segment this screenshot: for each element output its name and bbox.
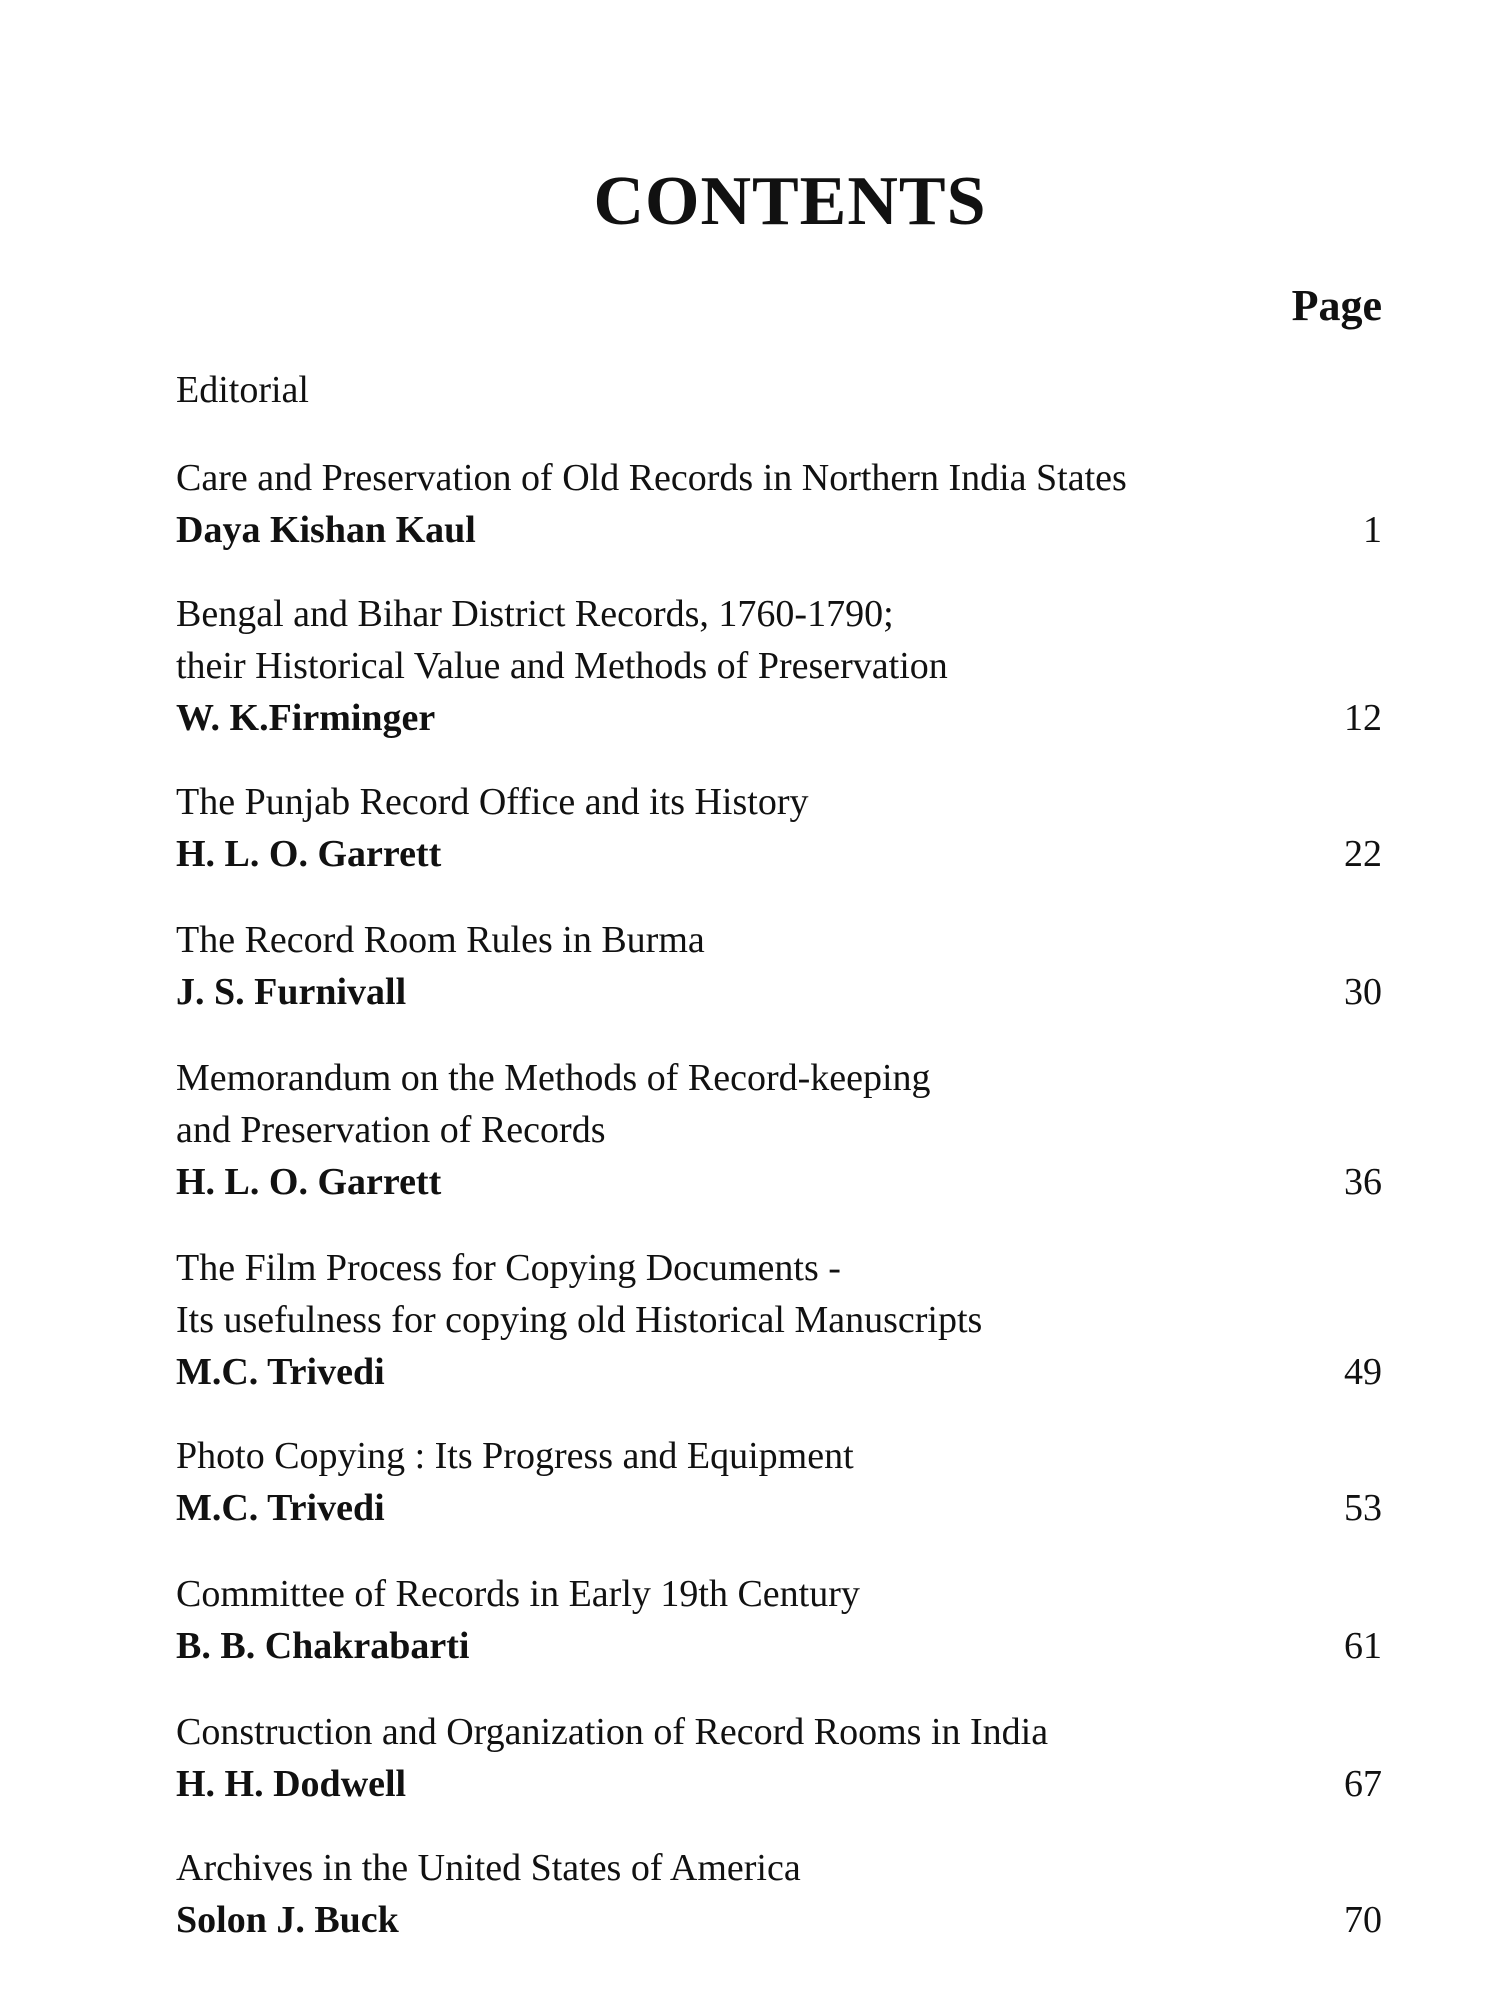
toc-entry[interactable] <box>176 914 1382 1018</box>
entry-title-line: their Historical Value and Methods of Preservation <box>176 645 948 687</box>
entry-title-line: The Film Process for Copying Documents - <box>176 1247 841 1289</box>
entry-author-row <box>176 1482 1382 1534</box>
entry-author: M.C. Trivedi <box>176 1487 385 1529</box>
entry-title-line: Its usefulness for copying old Historical Manuscripts <box>176 1299 983 1341</box>
entry-author: H. L. O. Garrett <box>176 833 442 875</box>
entry-page-number: 30 <box>1344 971 1382 1013</box>
toc-entry[interactable] <box>176 776 1382 880</box>
entry-author: Solon J. Buck <box>176 1899 399 1941</box>
page-title: CONTENTS <box>593 163 987 240</box>
toc-entry[interactable] <box>176 1706 1382 1810</box>
entry-title-line: The Punjab Record Office and its History <box>176 781 809 823</box>
entry-page-number: 22 <box>1344 833 1382 875</box>
entry-author-row <box>176 1346 1382 1398</box>
entry-author: M.C. Trivedi <box>176 1351 385 1393</box>
entry-author: W. K.Firminger <box>176 697 436 739</box>
entry-page-number: 70 <box>1344 1899 1382 1941</box>
entry-title-line: Editorial <box>176 369 309 411</box>
toc-entry[interactable] <box>176 1568 1382 1672</box>
entry-author: B. B. Chakrabarti <box>176 1625 470 1667</box>
entry-author-row <box>176 1894 1382 1946</box>
entry-page-number: 12 <box>1344 697 1382 739</box>
toc-entry[interactable] <box>176 1242 1382 1398</box>
entry-page-number: 36 <box>1344 1161 1382 1203</box>
entry-author: J. S. Furnivall <box>176 971 407 1013</box>
entry-page-number: 61 <box>1344 1625 1382 1667</box>
entry-author-row <box>176 966 1382 1018</box>
entry-title-line: and Preservation of Records <box>176 1109 606 1151</box>
entry-page-number: 53 <box>1344 1487 1382 1529</box>
entry-author-row <box>176 1156 1382 1208</box>
entry-author: H. L. O. Garrett <box>176 1161 442 1203</box>
toc-entry[interactable] <box>176 1052 1382 1208</box>
toc-entry[interactable] <box>176 1430 1382 1534</box>
toc-entry[interactable] <box>176 588 1382 744</box>
entry-author-row <box>176 504 1382 556</box>
entry-title-line: Bengal and Bihar District Records, 1760-1790; <box>176 593 894 635</box>
entry-title-line: Construction and Organization of Record Rooms in India <box>176 1711 1049 1753</box>
entry-title-line: Care and Preservation of Old Records in Northern India States <box>176 457 1127 499</box>
entry-title-line: Archives in the United States of America <box>176 1847 801 1889</box>
entry-author: H. H. Dodwell <box>176 1763 407 1805</box>
entry-title-line: Memorandum on the Methods of Record-keeping <box>176 1057 931 1099</box>
page-column-header: Page <box>1291 281 1382 330</box>
entry-page-number: 1 <box>1363 509 1382 551</box>
toc-entry[interactable] <box>176 452 1382 556</box>
entry-author-row <box>176 828 1382 880</box>
entry-author: Daya Kishan Kaul <box>176 509 476 551</box>
entry-title-line: Photo Copying : Its Progress and Equipment <box>176 1435 854 1477</box>
entry-author-row <box>176 1620 1382 1672</box>
entry-page-number: 67 <box>1344 1763 1382 1805</box>
entry-author-row <box>176 692 1382 744</box>
toc-entry[interactable] <box>176 1842 1382 1946</box>
toc-entry-editorial[interactable] <box>176 364 1382 416</box>
entry-author-row <box>176 1758 1382 1810</box>
entry-title-line: The Record Room Rules in Burma <box>176 919 705 961</box>
entry-page-number: 49 <box>1344 1351 1382 1393</box>
entry-title-line: Committee of Records in Early 19th Century <box>176 1573 860 1615</box>
